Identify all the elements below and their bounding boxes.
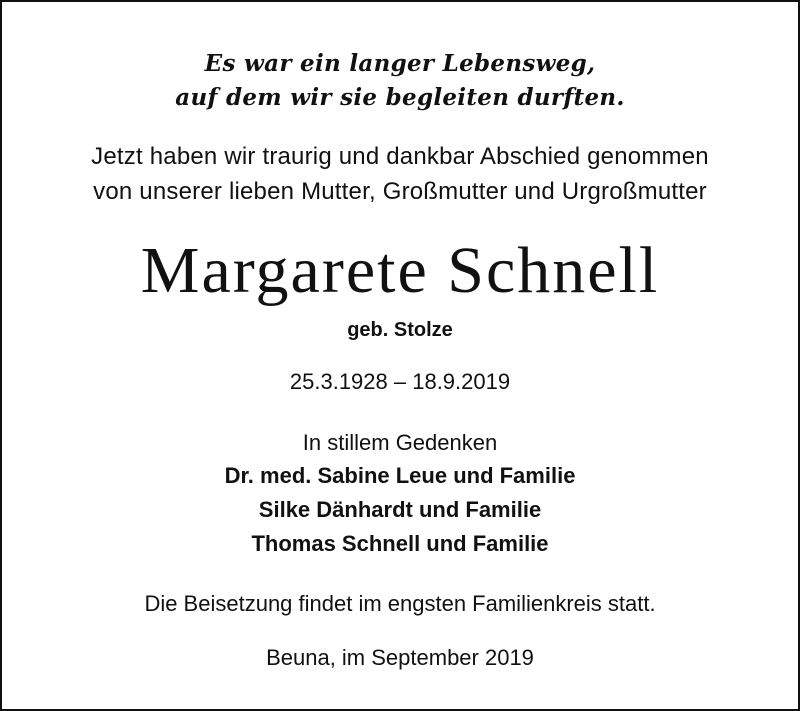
remembrance-text: In stillem Gedenken <box>302 430 498 455</box>
intro-line-2: von unserer lieben Mutter, Großmutter und Urgroßmutter <box>93 178 707 205</box>
deceased-name: Margarete Schnell <box>140 234 660 307</box>
motto-line-2: auf dem wir sie begleiten durften. <box>175 84 625 111</box>
mourner-line: Thomas Schnell und Familie <box>251 531 549 556</box>
life-dates: 25.3.1928 – 18.9.2019 <box>289 369 511 394</box>
mourner-line: Silke Dänhardt und Familie <box>258 497 542 522</box>
place-and-date: Beuna, im September 2019 <box>266 645 534 670</box>
maiden-name: geb. Stolze <box>347 319 453 341</box>
mourner-line: Dr. med. Sabine Leue und Familie <box>224 463 576 488</box>
burial-note: Die Beisetzung findet im engsten Familienkreis statt. <box>144 591 656 616</box>
intro-line-1: Jetzt haben wir traurig und dankbar Abschied genommen <box>91 143 709 170</box>
motto-line-1: Es war ein langer Lebensweg, <box>204 50 596 77</box>
